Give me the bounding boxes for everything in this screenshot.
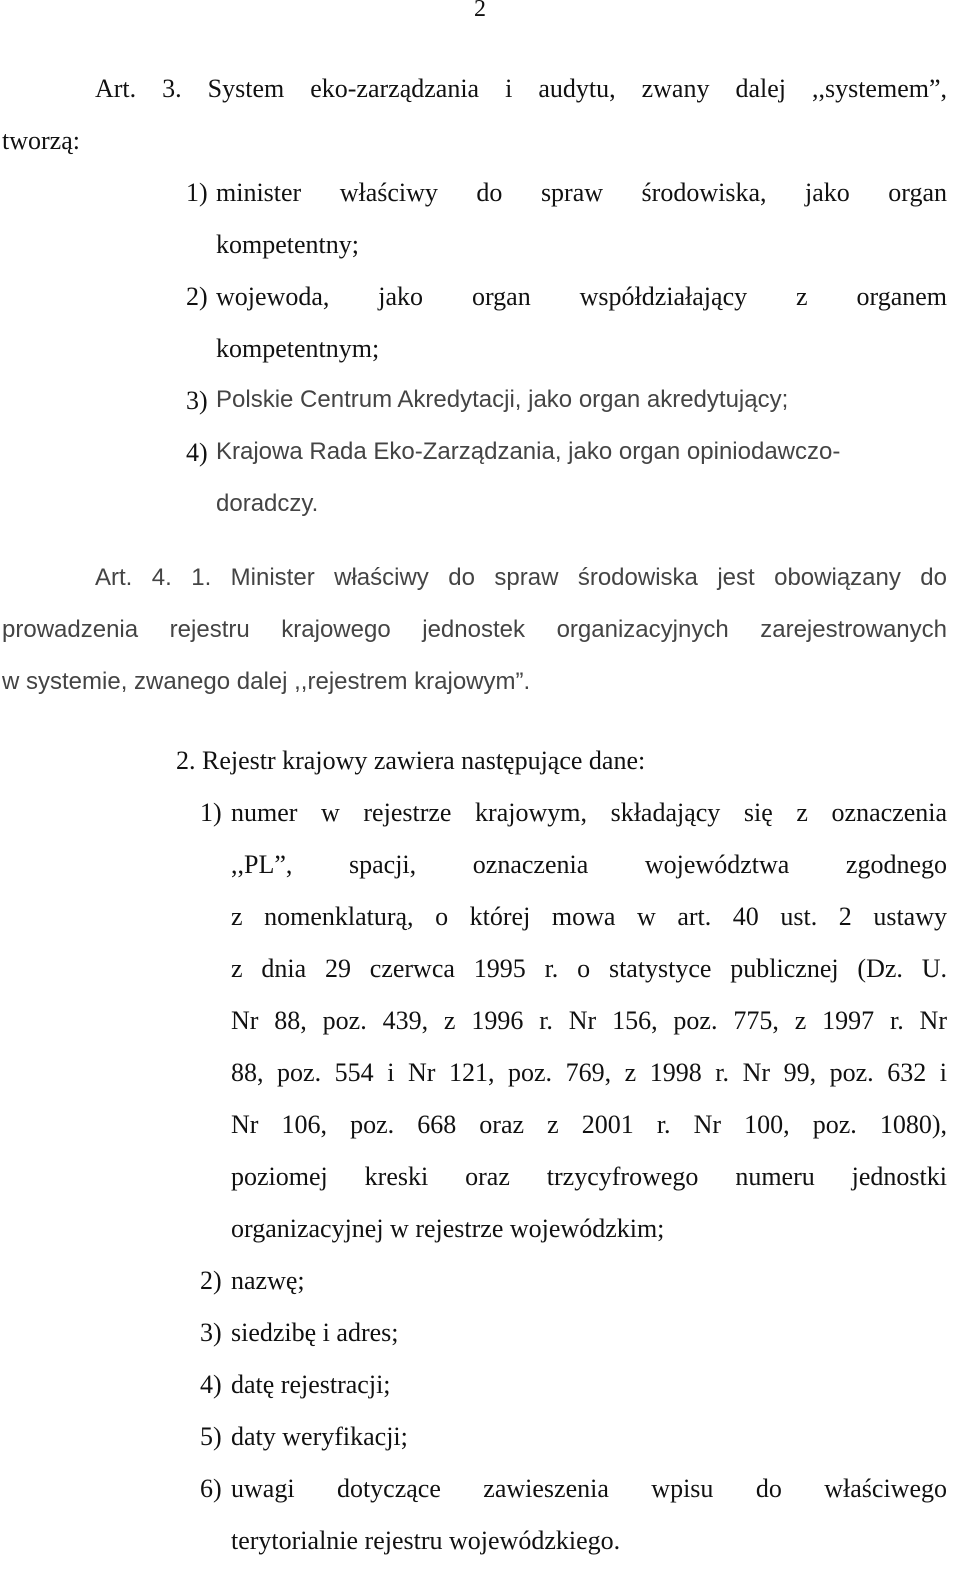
art3-intro: Art. 3. System eko-zarządzania i audytu, zwany dalej ,,systemem”, xyxy=(95,74,947,103)
art4-paragraph1-line: w systemie, zwanego dalej ,,rejestrem krajowym”. xyxy=(2,668,531,695)
art4-item-number: 3) xyxy=(200,1318,222,1347)
art4-item-line: nazwę; xyxy=(231,1266,305,1295)
art3-intro-continuation: tworzą: xyxy=(2,126,80,155)
art3-item-line: doradczy. xyxy=(216,490,319,517)
art4-item-line: 88, poz. 554 i Nr 121, poz. 769, z 1998 r. Nr 99, poz. 632 i xyxy=(231,1058,947,1087)
art3-item-line: kompetentnym; xyxy=(216,334,380,363)
art4-item-line: ,,PL”, spacji, oznaczenia województwa zgodnego xyxy=(231,850,947,879)
art4-item-line: Nr 106, poz. 668 oraz z 2001 r. Nr 100, poz. 1080), xyxy=(231,1110,947,1139)
art3-item-line: kompetentny; xyxy=(216,230,359,259)
art3-item-number: 3) xyxy=(186,386,208,415)
art4-item-line: z dnia 29 czerwca 1995 r. o statystyce publicznej (Dz. U. xyxy=(231,954,947,983)
art4-paragraph2-intro: 2. Rejestr krajowy zawiera następujące dane: xyxy=(176,746,646,775)
art4-paragraph1-line: Art. 4. 1. Minister właściwy do spraw środowiska jest obowiązany do xyxy=(95,564,947,591)
art4-item-line: siedzibę i adres; xyxy=(231,1318,399,1347)
art3-item-number: 1) xyxy=(186,178,208,207)
art3-item-line: wojewoda, jako organ współdziałający z organem xyxy=(216,282,947,311)
art4-item-number: 5) xyxy=(200,1422,222,1451)
art4-item-line: organizacyjnej w rejestrze wojewódzkim; xyxy=(231,1214,665,1243)
art4-item-line: terytorialnie rejestru wojewódzkiego. xyxy=(231,1526,621,1555)
art3-item-line: Krajowa Rada Eko-Zarządzania, jako organ opiniodawczo- xyxy=(216,438,841,465)
art4-item-number: 1) xyxy=(200,798,222,827)
art4-item-line: poziomej kreski oraz trzycyfrowego numeru jednostki xyxy=(231,1162,947,1191)
page-number: 2 xyxy=(474,0,486,22)
art3-item-number: 2) xyxy=(186,282,208,311)
art3-item-line: Polskie Centrum Akredytacji, jako organ akredytujący; xyxy=(216,386,789,413)
art4-item-number: 4) xyxy=(200,1370,222,1399)
art3-item-number: 4) xyxy=(186,438,208,467)
art4-item-number: 2) xyxy=(200,1266,222,1295)
art4-item-line: daty weryfikacji; xyxy=(231,1422,408,1451)
art4-item-line: numer w rejestrze krajowym, składający się z oznaczenia xyxy=(231,798,947,827)
art4-item-line: uwagi dotyczące zawieszenia wpisu do właściwego xyxy=(231,1474,947,1503)
art4-item-number: 6) xyxy=(200,1474,222,1503)
art4-item-line: z nomenklaturą, o której mowa w art. 40 ust. 2 ustawy xyxy=(231,902,947,931)
art4-item-line: Nr 88, poz. 439, z 1996 r. Nr 156, poz. 775, z 1997 r. Nr xyxy=(231,1006,947,1035)
art3-item-line: minister właściwy do spraw środowiska, jako organ xyxy=(216,178,947,207)
art4-item-line: datę rejestracji; xyxy=(231,1370,391,1399)
art4-paragraph1-line: prowadzenia rejestru krajowego jednostek organizacyjnych zarejestrowanych xyxy=(2,616,947,643)
